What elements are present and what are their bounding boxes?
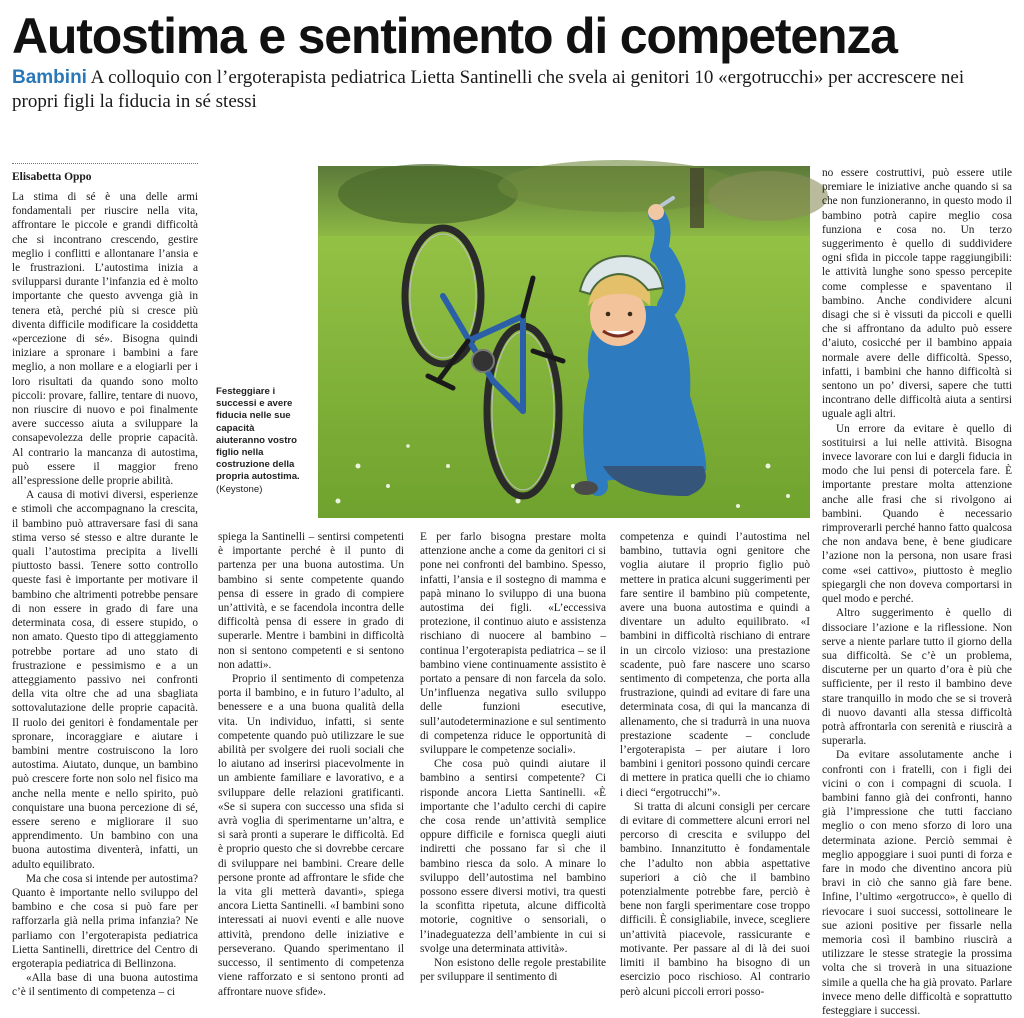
paragraph: Ma che cosa si intende per autostima? Quanto è importante nello sviluppo del bambino e che cosa si può fare per rafforzarla già nella prima infanzia? Ne parliamo con l’ergoterapista pediatrica Lietta Santinelli, direttrice del Centro di ergoterapia pediatrica di Bellinzona. — [12, 872, 198, 970]
paragraph: Da evitare assolutamente anche i confronti con i fratelli, con i figli dei vicini o con i compagni di scuola. I bambini fanno già dei confronti, hanno già l’impressione che tutti facciano meglio o con meno sforzo di loro una determinata azione. Perciò semmai è meglio appoggiare i suoi punti di forza e fare in modo che diventino ancora più bravi in ciò che sanno già fare bene. Infine, l’ultimo «ergotrucco», è quello di rievocare i suoi successi, sottolineare le sue azioni positive per fissarle nella memoria così il bambino riuscirà a utilizzare le stesse strategie la prossima volta che si troverà in una situazione simile a quella che ha già provato. Parlare invece meno delle difficoltà e soprattutto festeggiare i successi. — [822, 749, 1012, 1017]
paragraph: competenza e quindi l’autostima nel bambino, tuttavia ogni genitore che voglia aiutare il proprio figlio può mettere in pratica alcuni suggerimenti per fare sentire il bambino più competente, avere una buona autostima e quindi a diventare un adulto equilibrato. «I bambini in difficoltà rischiano di entrare in un circolo vizioso: una prestazione scadente, può fare nascere uno scarso sentimento di competenza, che porta alla frustrazione, quindi ad evitare di fare una determinata cosa, di qui la mancanza di allenamento, che si tradurrà in una nuova prestazione scadente – conclude l’ergoterapista – per aiutare i loro bambini i genitori possono quindi cercare di mettere in pratica quelli che io chiamo i dieci “ergotrucchi”». — [620, 531, 810, 799]
photo-caption — [216, 386, 306, 496]
article-photo — [318, 166, 810, 518]
child-with-bicycle-illustration — [318, 166, 810, 518]
caption-text: Festeggiare i successi e avere fiducia nelle sue capacità aiuteranno vostro figlio nella costruzione della propria autostima. — [216, 386, 300, 483]
text-column-3 — [420, 530, 606, 995]
paragraph: Proprio il sentimento di competenza porta il bambino, e in futuro l’adulto, al benessere e a una buona qualità della vita. Un individuo, infatti, si sente competente quando può utilizzare le sue abilità per svolgere dei ruoli sociali che lo aiutano ad inserirsi piacevolmente in un ambiente familiare e lavorativo, e a sviluppare delle relazioni gratificanti. «Se si supera con successo una sfida si avrà voglia di sperimentarne un’altra, e si sarà pronti a superare le difficoltà. Ed è proprio questo che si dovrebbe cercare di sviluppare nei bambini. Creare delle persone pronte ad affrontare le sfide che la vita gli metterà davanti», spiega ancora Lietta Santinelli. «I bambini sono interessati ai nuovi eventi e alle nuove attività, prendono delle iniziative e perseverano. Quando sperimentano il successo, il sentimento di competenza viene rafforzato e si sentono pronti ad affrontare nuove sfide». — [218, 673, 404, 998]
paragraph: A causa di motivi diversi, esperienze e stimoli che accompagnano la crescita, il bambino può attraversare fasi di sana stima verso sé stesso e altre durante le quali l’autostima precipita a livelli piuttosto bassi. Tenere sotto controllo queste fasi è importante per motivare il bambino che altrimenti potrebbe pensare di non essere in grado di fare una determinata cosa, di essere stupido, o non amato. Questo tipo di atteggiamento potrebbe portare ad uno stato di frustrazione e pessimismo e a un atteggiamento passivo nei confronti della vita oltre che ad una sbagliata sottovalutazione delle proprie capacità. Il ruolo dei genitori è fondamentale per spronare, incoraggiare e aiutare i bambini mentre costruiscono la loro autostima. Aiutato, dunque, un bambino può crescere forte non solo nel fisico ma anche nella mente e nello spirito, può conquistare una buona percezione di sé, essere sereno e migliorare il suo apprendimento. Un bambino con una buona autostima diventerà, infatti, un adulto equilibrato. — [12, 489, 198, 871]
deck — [12, 66, 1012, 114]
byline-divider — [12, 163, 198, 164]
deck-text: A colloquio con l’ergoterapista pediatrica Lietta Santinelli che svela ai genitori 10 «ergotrucchi» per accrescere nei propri figli la fiducia in sé stessi — [12, 67, 965, 112]
text-column-2 — [218, 530, 404, 998]
paragraph: E per farlo bisogna prestare molta attenzione anche a come da genitori ci si pone nei confronti del bambino. Spesso, infatti, l’ansia e il sostegno di mamma e papà minano lo sviluppo di una buona autostima dei figli. «L’eccessiva protezione, il continuo aiuto e assistenza rischiano di nuocere al bambino – continua l’ergoterapista pediatrica – se il bambino viene continuamente assistito è portato a pensare di non farcela da solo. Un’influenza negativa sullo sviluppo delle funzioni esecutive, sull’autodeterminazione e sul sentimento di competenza riduce le opportunità di sviluppare le competenze sociali». — [420, 531, 606, 757]
paragraph: no essere costruttivi, può essere utile premiare le iniziative anche quando si sa che non funzioneranno, in questo modo il bambino potrà capire meglio cosa funziona e cosa no. Un terzo suggerimento è quello di suddividere ogni sfida in piccole tappe raggiungibili: le attività lunghe sono spesso percepite come complesse e spaventano il bambino. Anche condividere alcuni disagi che si è vissuti da piccoli e quelli che si affrontano da adulto può essere d’aiuto, cosicché per il bambino appaia normale avere delle difficoltà. Spesso, infatti, i bambini che hanno difficoltà si sentono un po’ diversi, sapere che tutti incontrano delle difficoltà aiuta a sentirsi uguale agli altri. — [822, 167, 1012, 421]
byline: Elisabetta Oppo — [12, 171, 92, 183]
paragraph: Si tratta di alcuni consigli per cercare di evitare di commettere alcuni errori nel percorso di crescita e sviluppo del bambino. Innanzitutto è fondamentale che l’adulto non abbia aspettative superiori a ciò che il bambino potenzialmente potrebbe fare, perciò è bene non fargli sperimentare cose troppo difficili. È consigliabile, invece, scegliere un’attività piacevole, rassicurante e motivante. Per passare al di là dei suoi limiti il bambino ha bisogno di un esercizio poco rischioso. Al contrario però alcuni piccoli errori posso- — [620, 800, 810, 998]
text-column-4 — [620, 530, 810, 998]
headline: Autostima e sentimento di competenza — [12, 8, 897, 64]
paragraph: Altro suggerimento è quello di dissociare l’azione e la riflessione. Non serve a niente parlare tutto il giorno della sua difficoltà. Se c’è un problema, discuterne per un quarto d’ora è più che sufficiente, per il resto il bambino deve stare tranquillo in modo che se si troverà di nuovo davanti alla stessa difficoltà potrà affrontarla con serenità e riuscirà a superarla. — [822, 607, 1012, 748]
paragraph: Che cosa può quindi aiutare il bambino a sentirsi competente? Ci risponde ancora Lietta Santinelli. «È importante che l’adulto cerchi di capire che cosa rende un’attività semplice oppure difficile e fornisca quegli aiuti indiretti che possano far sì che il bambino riesca da solo. A minare lo sviluppo dell’autostima nel bambino possono essere diversi motivi, tra questi la sconfitta ripetuta, alcune difficoltà motorie, cognitive o sensoriali, o l’inadeguatezza dell’ambiente in cui si svolge una determinata attività». — [420, 758, 606, 955]
paragraph: Non esistono delle regole prestabilite per sviluppare il sentimento di — [420, 957, 606, 984]
paragraph: «Alla base di una buona autostima c’è il sentimento di competenza – ci — [12, 972, 198, 999]
text-column-1 — [12, 190, 198, 999]
text-column-5 — [822, 166, 1012, 1017]
section-kicker: Bambini — [12, 67, 87, 88]
paragraph: La stima di sé è una delle armi fondamentali per riuscire nella vita, affrontare le piccole e grandi difficoltà che si incontrano crescendo, gestire meglio i conflitti e allontanare l’ansia e le frustrazioni. L’autostima inizia a svilupparsi durante l’infanzia ed è molto importante che questo avvenga già in tenera età, perché più si cresce più diventa difficile modificare la cosiddetta «percezione di sé». Bisogna quindi iniziare a spronare i bambini a fare meglio, a non mollare e a elogiarli per i loro risultati da quando sono molto piccoli: provare, fallire, tentare di nuovo, non riuscire di nuovo e poi finalmente avere successo aiuta a sviluppare la consapevolezza delle proprie capacità. Al contrario la mancanza di autostima, può essere il maggior freno all’espressione delle proprie abilità. — [12, 191, 198, 488]
paragraph: spiega la Santinelli – sentirsi competenti è importante perché è il punto di partenza per una buona autostima. Un bambino si sente competente quando pensa di essere in grado di compiere un’attività, e se facendola incontra delle difficoltà pensa di essere in grado di superarle. Mentre i bambini in difficoltà non si sentono competenti e si sentono non adatti». — [218, 531, 404, 671]
photo-credit: (Keystone) — [216, 483, 263, 495]
paragraph: Un errore da evitare è quello di sostituirsi a lui nelle attività. Bisogna invece lavorare con lui e dargli fiducia in modo che lui pensi di potercela fare. È importante prestare molta attenzione anche alle frasi che si rivolgono ai bambini. Quando è necessario rimproverarli perché hanno fatto qualcosa che non andava bene, è bene giudicare l’azione non la persona, non usare frasi come «sei cattivo», piuttosto è meglio spiegargli che non doveva comportarsi in quel modo e perché. — [822, 422, 1012, 606]
